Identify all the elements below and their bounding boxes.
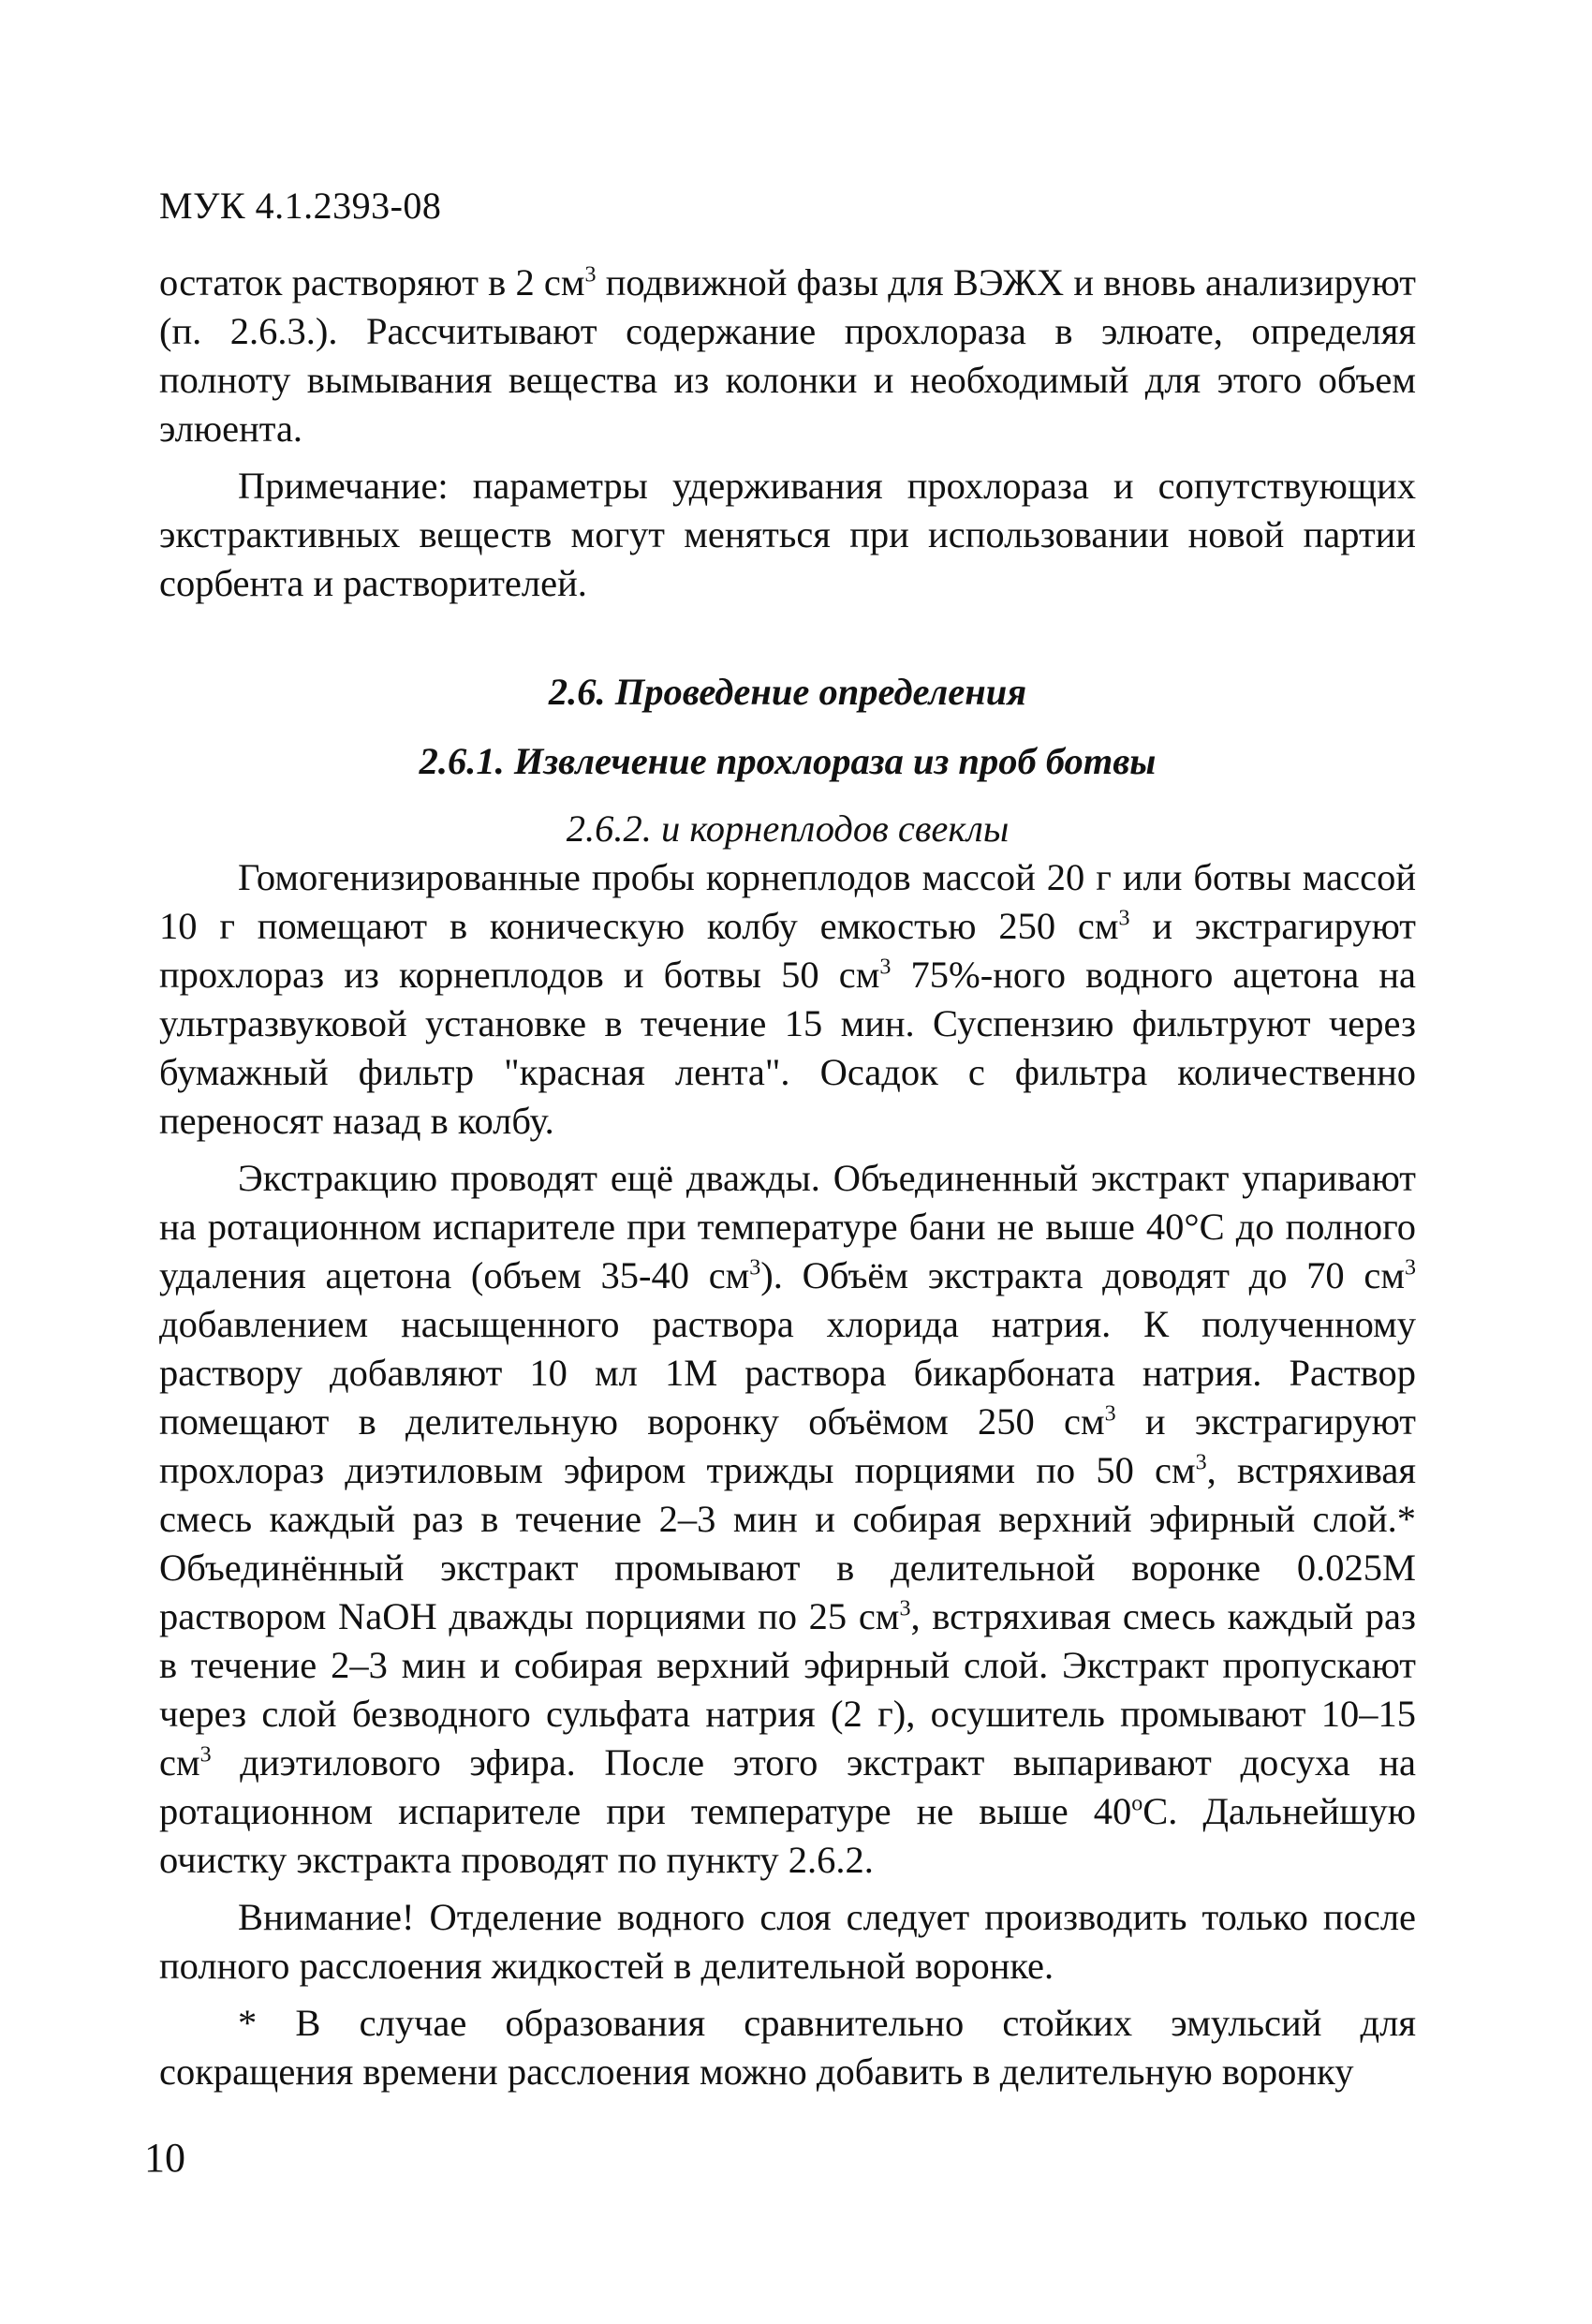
document-code: МУК 4.1.2393-08 <box>159 185 442 227</box>
page-body <box>159 259 1416 2096</box>
paragraph-repeat-extraction: Экстракцию проводят ещё дважды. Объединенный экстракт упаривают на ротационном испарителе при температуре бани не выше 40°С до полного удаления ацетона (объем 35-40 $см^3$). Объём экстракта доводят до 70 $см^3$ добавлением насыщенного раствора хлорида натрия. К полученному раствору добавляют 10 мл 1М раствора бикарбоната натрия. Раствор помещают в делительную воронку объёмом 250 $см^3$ и экстрагируют прохлораз диэтиловым эфиром трижды порциями по 50 $см^3$, встряхивая смесь каждый раз в течение 2–3 мин и собирая верхний эфирный слой.* Объединённый экстракт промывают в делительной воронке 0.025М раствором NaOH дважды порциями по 25 $см^3$, встряхивая смесь каждый раз в течение 2–3 мин и собирая верхний эфирный слой. Экстракт пропускают через слой безводного сульфата натрия (2 г), осушитель промывают 10–15 $см^3$ диэтилового эфира. После этого экстракт выпаривают досуха на ротационном испарителе при температуре не выше 40$^o$С. Дальнейшую очистку экстракта проводят по пункту 2.6.2. <box>159 1157 1416 1881</box>
section-2-6-2-subtitle: 2.6.2. и корнеплодов свеклы <box>566 807 1010 850</box>
paragraph-footnote: * В случае образования сравнительно стойких эмульсий для сокращения времени расслоения можно добавить в делительную воронку <box>159 2002 1416 2093</box>
paragraph-note: Примечание: параметры удерживания прохлораза и сопутствующих экстрактивных веществ могут меняться при использовании новой партии сорбента и растворителей. <box>159 465 1416 604</box>
page-number: 10 <box>144 2135 185 2181</box>
paragraph-residue-analysis: остаток растворяют в 2 $см^3$ подвижной фазы для ВЭЖХ и вновь анализируют (п. 2.6.3.). Рассчитывают содержание прохлораза в элюате, определяя полноту вымывания вещества из колонки и необходимый для этого объем элюента. <box>159 261 1416 450</box>
section-2-6-1-title: 2.6.1. Извлечение прохлораза из проб ботвы <box>419 740 1157 782</box>
section-2-6-title: 2.6. Проведение определения <box>548 671 1027 713</box>
paragraph-warning: Внимание! Отделение водного слоя следует производить только после полного расслоения жидкостей в делительной воронке. <box>159 1896 1416 1987</box>
paragraph-extraction: Гомогенизированные пробы корнеплодов массой 20 г или ботвы массой 10 г помещают в коническую колбу емкостью 250 $см^3$ и экстрагируют прохлораз из корнеплодов и ботвы 50 $см^3$ 75%-ного водного ацетона на ультразвуковой установке в течение 15 мин. Суспензию фильтруют через бумажный фильтр "красная лента". Осадок с фильтра количественно переносят назад в колбу. <box>159 856 1416 1142</box>
